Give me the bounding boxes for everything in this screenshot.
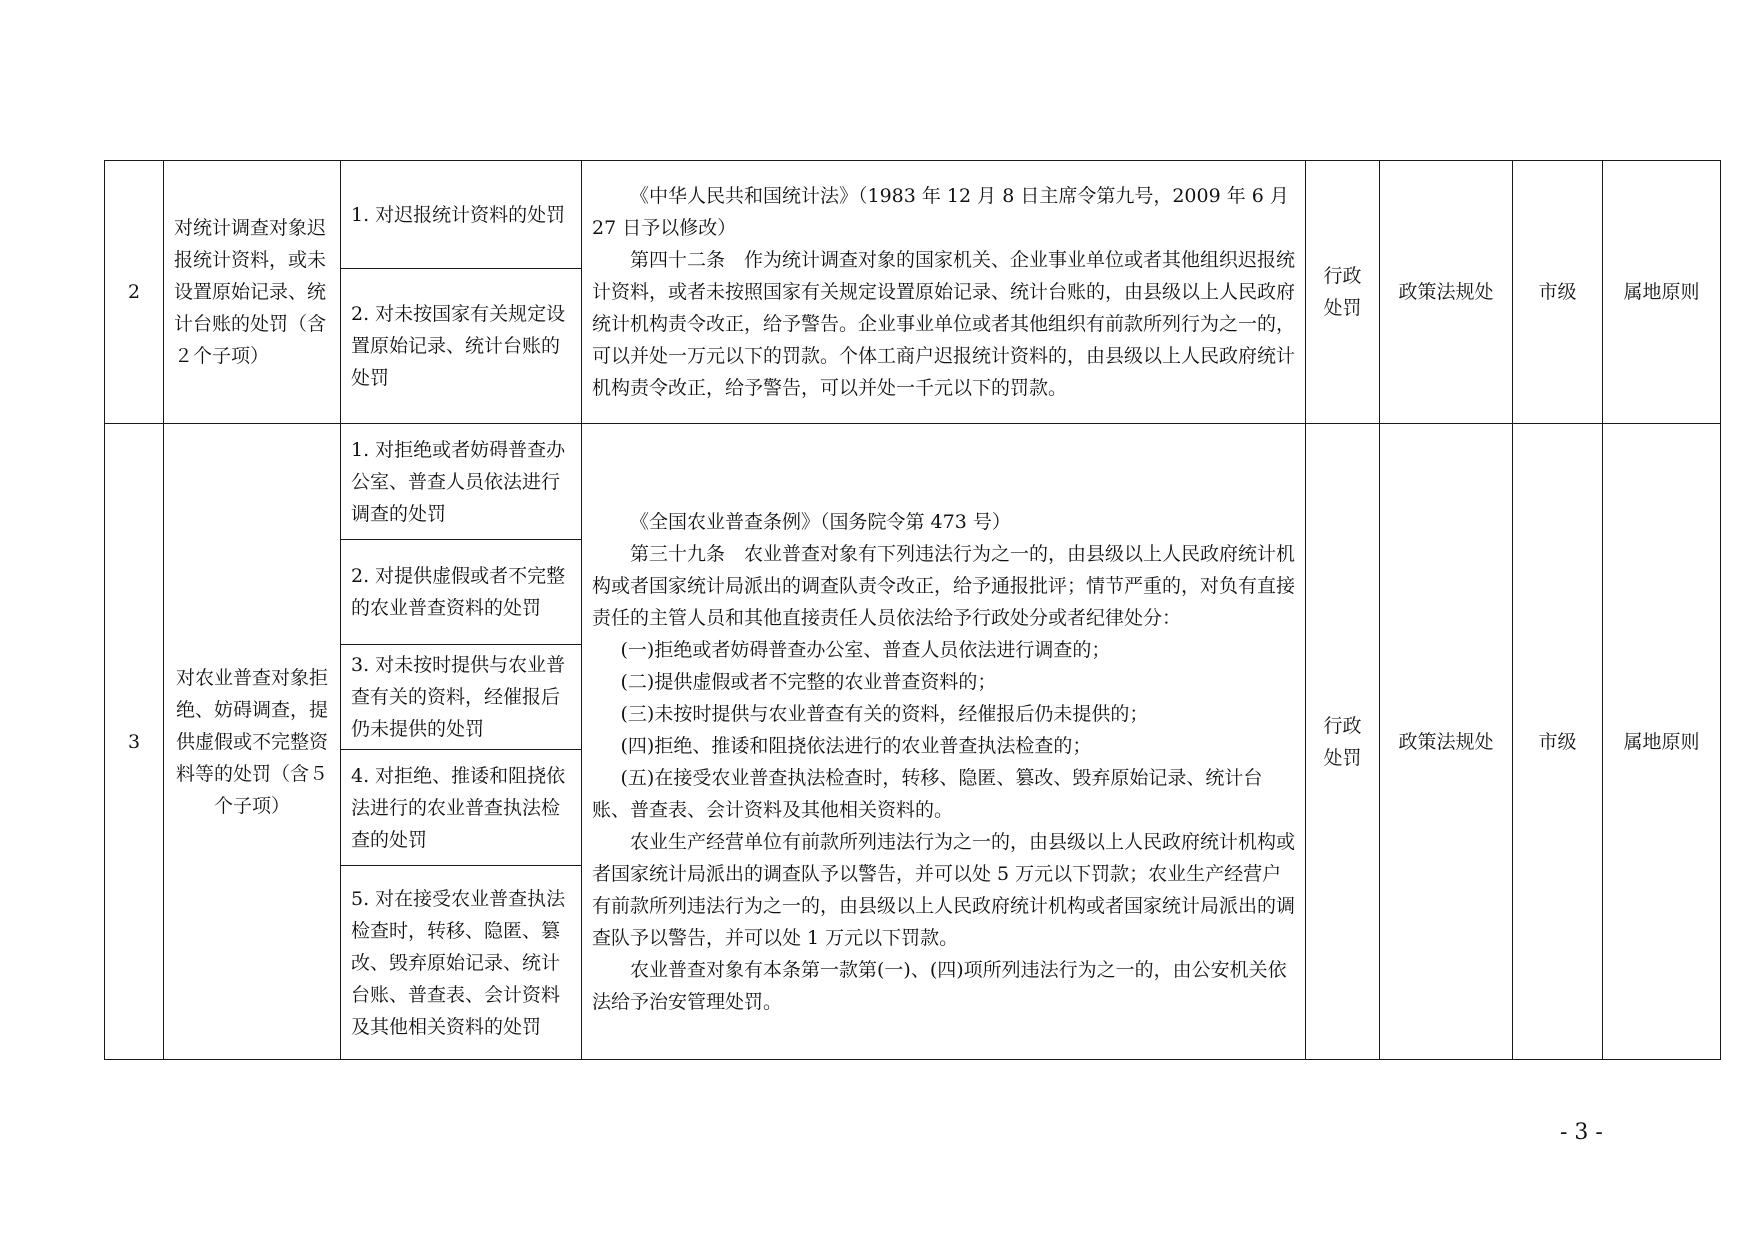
basis-paragraph: 《全国农业普查条例》（国务院令第 473 号） xyxy=(630,510,1011,533)
table-row xyxy=(105,161,1721,269)
basis-paragraph: 第三十九条 农业普查对象有下列违法行为之一的，由县级以上人民政府统计机构或者国家统计局派出的调查队责令改正，给予通报批评；情节严重的，对负有直接责任的主管人员和其他直接责任人员依法给予行政处分或者纪律处分： xyxy=(592,542,1296,629)
basis-paragraph: 农业生产经营单位有前款所列违法行为之一的，由县级以上人民政府统计机构或者国家统计局派出的调查队予以警告，并可以处 5 万元以下罚款；农业生产经营户有前款所列违法行为之一的，由县级以上人民政府统计机构或者国家统计局派出的调查队予以警告，并可以处 1 万元以下罚款。 xyxy=(592,830,1296,949)
sub-item: 3. 对未按时提供与农业普查有关的资料，经催报后仍未提供的处罚 xyxy=(341,645,582,750)
basis-paragraph: (五)在接受农业普查执法检查时，转移、隐匿、篡改、毁弃原始记录、统计台账、普查表、会计资料及其他相关资料的。 xyxy=(592,766,1263,821)
responsible-dept: 政策法规处 xyxy=(1380,161,1513,424)
penalty-item: 对农业普查对象拒绝、妨碍调查，提供虚假或不完整资料等的处罚（含５个子项） xyxy=(164,424,341,1060)
basis-paragraph: (四)拒绝、推诿和阻挠依法进行的农业普查执法检查的； xyxy=(620,734,1092,757)
sub-item: 4. 对拒绝、推诿和阻挠依法进行的农业普查执法检查的处罚 xyxy=(341,750,582,866)
basis-paragraph: (二)提供虚假或者不完整的农业普查资料的； xyxy=(620,670,997,693)
jurisdiction-principle: 属地原则 xyxy=(1603,424,1721,1060)
legal-basis xyxy=(582,161,1306,424)
admin-level: 市级 xyxy=(1513,424,1603,1060)
row-number: 2 xyxy=(105,161,164,424)
basis-paragraph: (三)未按时提供与农业普查有关的资料，经催报后仍未提供的； xyxy=(620,702,1149,725)
row-number: 3 xyxy=(105,424,164,1060)
sub-item: 2. 对未按国家有关规定设置原始记录、统计台账的处罚 xyxy=(341,269,582,424)
responsible-dept: 政策法规处 xyxy=(1380,424,1513,1060)
jurisdiction-principle: 属地原则 xyxy=(1603,161,1721,424)
sub-item: 1. 对拒绝或者妨碍普查办公室、普查人员依法进行调查的处罚 xyxy=(341,424,582,540)
penalty-table xyxy=(104,160,1721,1060)
penalty-type: 行政处罚 xyxy=(1306,424,1380,1060)
penalty-type: 行政处罚 xyxy=(1306,161,1380,424)
basis-paragraph: 第四十二条 作为统计调查对象的国家机关、企业事业单位或者其他组织迟报统计资料，或者未按照国家有关规定设置原始记录、统计台账的，由县级以上人民政府统计机构责令改正，给予警告。企业事业单位或者其他组织有前款所列行为之一的，可以并处一万元以下的罚款。个体工商户迟报统计资料的，由县级以上人民政府统计机构责令改正，给予警告，可以并处一千元以下的罚款。 xyxy=(592,249,1296,399)
basis-paragraph: 《中华人民共和国统计法》（1983 年 12 月 8 日主席令第九号，2009 年 6 月 27 日予以修改） xyxy=(592,185,1289,239)
penalty-item: 对统计调查对象迟报统计资料，或未设置原始记录、统计台账的处罚（含２个子项） xyxy=(164,161,341,424)
basis-paragraph: 农业普查对象有本条第一款第(一)、(四)项所列违法行为之一的，由公安机关依法给予治安管理处罚。 xyxy=(592,958,1287,1013)
page-number: - 3 - xyxy=(1560,1120,1603,1145)
sub-item: 5. 对在接受农业普查执法检查时，转移、隐匿、篡改、毁弃原始记录、统计台账、普查表、会计资料及其他相关资料的处罚 xyxy=(341,866,582,1060)
table-row xyxy=(105,424,1721,540)
basis-paragraph: (一)拒绝或者妨碍普查办公室、普查人员依法进行调查的； xyxy=(620,638,1111,661)
sub-item: 1. 对迟报统计资料的处罚 xyxy=(341,161,582,269)
admin-level: 市级 xyxy=(1513,161,1603,424)
sub-item: 2. 对提供虚假或者不完整的农业普查资料的处罚 xyxy=(341,540,582,645)
legal-basis xyxy=(582,424,1306,1060)
